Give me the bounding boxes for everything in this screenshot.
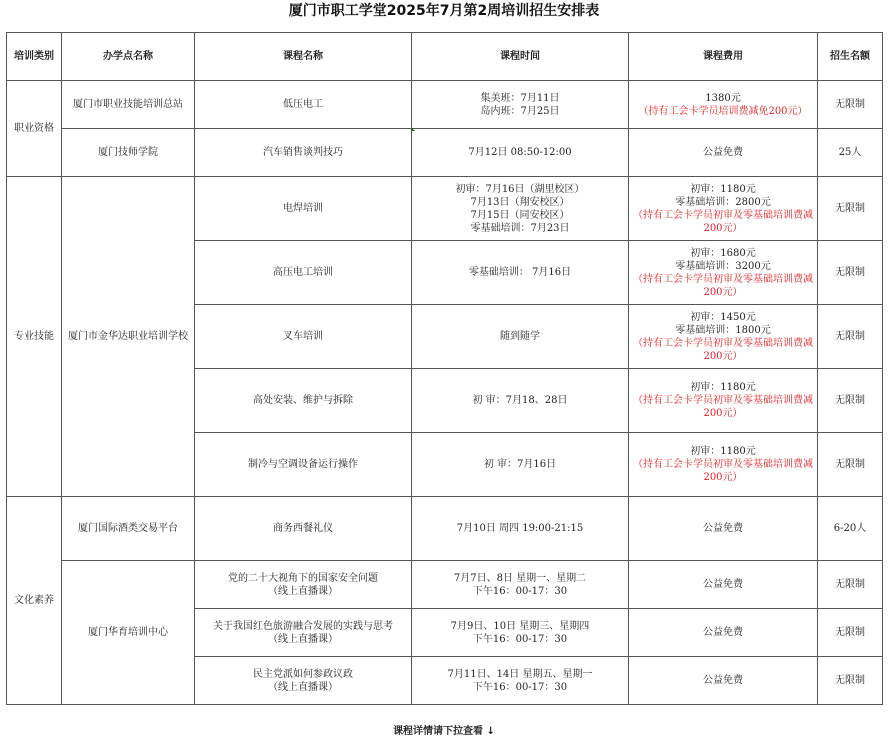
cell-line: 7月11日、14日 星期五、星期一 <box>447 668 593 680</box>
fee-line: 初审：1180元 <box>690 183 756 195</box>
time-cell <box>412 561 629 609</box>
school-cell: 厦门市职业技能培训总站 <box>62 81 195 129</box>
fee-discount-note: 200元） <box>703 472 743 483</box>
school-cell: 厦门华育培训中心 <box>62 561 195 705</box>
category-cell: 职业资格 <box>7 81 62 177</box>
quota-cell: 无限制 <box>818 305 883 369</box>
header-school: 办学点名称 <box>62 33 195 81</box>
quota-cell: 无限制 <box>818 241 883 305</box>
header-quota: 招生名额 <box>818 33 883 81</box>
cell-line: 高压电工培训 <box>273 267 333 278</box>
header-category: 培训类别 <box>7 33 62 81</box>
cell-line: （线上直播课） <box>268 681 338 693</box>
category-cell: 专业技能 <box>7 177 62 497</box>
fee-line: 初审：1450元 <box>690 311 756 323</box>
course-cell <box>195 433 412 497</box>
table-row <box>7 177 883 241</box>
course-cell <box>195 369 412 433</box>
course-cell <box>195 241 412 305</box>
fee-line: 零基础培训：1800元 <box>675 324 771 336</box>
course-cell <box>195 129 412 177</box>
cell-line: 初 审：7月18、28日 <box>472 395 568 406</box>
quota-cell: 25人 <box>818 129 883 177</box>
fee-cell <box>629 81 818 129</box>
cell-comment-marker <box>411 127 415 131</box>
cell-line: 7月12日 08:50-12:00 <box>468 147 572 158</box>
time-cell <box>412 177 629 241</box>
header-time: 课程时间 <box>412 33 629 81</box>
cell-line: 零基础培训： 7月16日 <box>468 267 572 278</box>
quota-cell: 无限制 <box>818 369 883 433</box>
cell-line: 7月13日（翔安校区） <box>470 196 570 208</box>
quota-cell: 无限制 <box>818 609 883 657</box>
time-cell <box>412 241 629 305</box>
fee-line: 1380元 <box>705 92 741 104</box>
fee-discount-note: 200元） <box>703 350 743 362</box>
cell-line: （线上直播课） <box>268 633 338 645</box>
header-fee: 课程费用 <box>629 33 818 81</box>
fee-discount-note: （持有工会卡学员初审及零基础培训费减 <box>633 395 813 406</box>
cell-line: 岛内班：7月25日 <box>480 105 560 117</box>
cell-line: 下午16：00-17：30 <box>472 585 568 597</box>
course-cell <box>195 561 412 609</box>
fee-discount-note: （持有工会卡学员初审及零基础培训费减 <box>633 273 813 285</box>
quota-cell: 无限制 <box>818 177 883 241</box>
fee-line: 初审：1180元 <box>690 446 756 457</box>
table-row <box>7 129 883 177</box>
quota-cell: 无限制 <box>818 561 883 609</box>
cell-line: 制冷与空调设备运行操作 <box>248 459 358 470</box>
quota-cell: 无限制 <box>818 81 883 129</box>
cell-line: 随到随学 <box>500 331 540 342</box>
time-cell <box>412 433 629 497</box>
fee-discount-note: （持有工会卡学员初审及零基础培训费减 <box>633 337 813 349</box>
course-cell <box>195 497 412 561</box>
cell-line: （线上直播课） <box>268 585 338 597</box>
fee-discount-note: 200元） <box>703 408 743 419</box>
course-cell <box>195 305 412 369</box>
fee-discount-note: 200元） <box>703 222 743 234</box>
table-row <box>7 561 883 609</box>
quota-cell: 无限制 <box>818 433 883 497</box>
fee-cell <box>629 657 818 705</box>
fee-cell <box>629 241 818 305</box>
time-cell <box>412 609 629 657</box>
fee-line: 零基础培训：3200元 <box>675 260 771 272</box>
course-cell <box>195 81 412 129</box>
cell-line: 商务西餐礼仪 <box>273 523 333 534</box>
fee-discount-note: （持有工会卡学员初审及零基础培训费减 <box>633 209 813 221</box>
cell-line: 高处安装、维护与拆除 <box>253 395 353 406</box>
cell-line: 7月7日、8日 星期一、星期二 <box>453 572 587 584</box>
fee-line: 公益免费 <box>703 675 743 686</box>
fee-line: 公益免费 <box>703 523 743 534</box>
time-cell <box>412 657 629 705</box>
time-cell <box>412 305 629 369</box>
fee-cell <box>629 369 818 433</box>
course-cell <box>195 657 412 705</box>
course-cell <box>195 177 412 241</box>
cell-line: 党的二十大视角下的国家安全问题 <box>228 572 378 584</box>
scroll-hint[interactable]: 课程详情请下拉查看 ↓ <box>393 726 495 737</box>
cell-line: 关于我国红色旅游融合发展的实践与思考 <box>213 620 393 632</box>
quota-cell: 6-20人 <box>818 497 883 561</box>
table-row <box>7 81 883 129</box>
cell-line: 初审：7月16日（湖里校区） <box>455 183 585 195</box>
cell-line: 下午16：00-17：30 <box>472 681 568 693</box>
cell-line: 零基础培训：7月23日 <box>470 222 570 234</box>
school-cell: 厦门技师学院 <box>62 129 195 177</box>
fee-line: 公益免费 <box>703 579 743 590</box>
page-title: 厦门市职工学堂2025年7月第2周培训招生安排表 <box>288 3 600 19</box>
cell-line: 低压电工 <box>283 99 323 110</box>
cell-line: 7月15日（同安校区） <box>470 209 570 221</box>
fee-cell <box>629 561 818 609</box>
cell-line: 初 审：7月16日 <box>483 459 557 470</box>
cell-line: 7月10日 周四 19:00-21:15 <box>456 523 584 534</box>
header-row <box>7 33 883 81</box>
fee-cell <box>629 497 818 561</box>
fee-cell <box>629 305 818 369</box>
fee-line: 公益免费 <box>703 147 743 158</box>
time-cell <box>412 497 629 561</box>
fee-line: 公益免费 <box>703 627 743 638</box>
time-cell <box>412 81 629 129</box>
cell-line: 民主党派如何参政议政 <box>253 668 353 680</box>
cell-line: 汽车销售谈判技巧 <box>263 147 343 158</box>
cell-line: 叉车培训 <box>283 331 323 342</box>
fee-discount-note: 200元） <box>703 286 743 298</box>
quota-cell: 无限制 <box>818 657 883 705</box>
time-cell <box>412 369 629 433</box>
header-course: 课程名称 <box>195 33 412 81</box>
fee-discount-note: （持有工会卡学员初审及零基础培训费减 <box>633 459 813 470</box>
school-cell: 厦门市金华达职业培训学校 <box>62 177 195 497</box>
fee-line: 初审：1180元 <box>690 382 756 393</box>
table-row <box>7 497 883 561</box>
course-cell <box>195 609 412 657</box>
fee-cell <box>629 177 818 241</box>
fee-line: 初审：1680元 <box>690 247 756 259</box>
cell-line: 集美班：7月11日 <box>480 92 560 104</box>
fee-discount-note: （持有工会卡学员培训费减免200元） <box>638 105 808 117</box>
schedule-table <box>6 32 883 705</box>
cell-line: 下午16：00-17：30 <box>472 633 568 645</box>
fee-line: 零基础培训：2800元 <box>675 196 771 208</box>
category-cell: 文化素养 <box>7 497 62 705</box>
time-cell <box>412 129 629 177</box>
cell-line: 7月9日、10日 星期三、星期四 <box>450 620 590 632</box>
fee-cell <box>629 129 818 177</box>
fee-cell <box>629 609 818 657</box>
fee-cell <box>629 433 818 497</box>
cell-line: 电焊培训 <box>283 203 323 214</box>
school-cell: 厦门国际酒类交易平台 <box>62 497 195 561</box>
